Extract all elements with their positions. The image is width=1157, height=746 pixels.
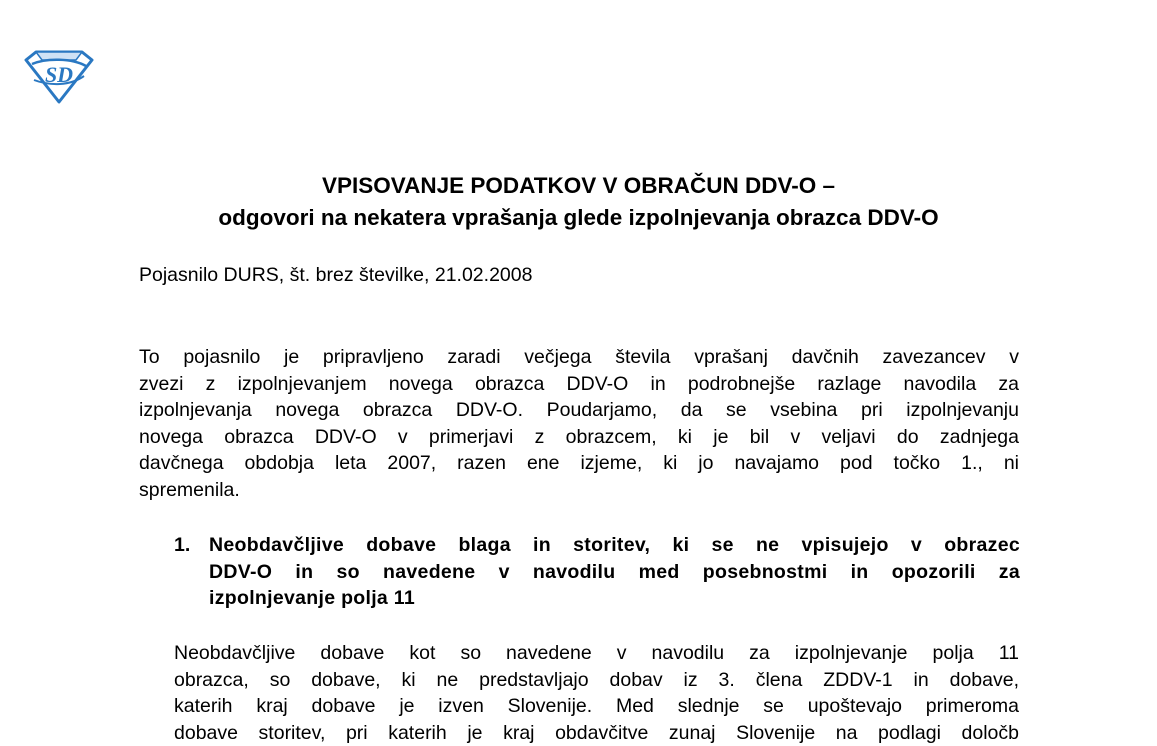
- paragraph-line: zvezi z izpolnjevanjem novega obrazca DDV-O in podrobnejše razlage navodila za: [139, 372, 1019, 395]
- paragraph-line: obrazca, so dobave, ki ne predstavljajo dobav iz 3. člena ZDDV-1 in dobave,: [174, 668, 1019, 691]
- paragraph-line: dobave storitev, pri katerih je kraj obdavčitve zunaj Slovenije na podlagi določb: [174, 721, 1019, 744]
- section-heading: [209, 532, 1020, 612]
- document-title: VPISOVANJE PODATKOV V OBRAČUN DDV-O –: [322, 173, 835, 198]
- heading-line: Neobdavčljive dobave blaga in storitev, ki se ne vpisujejo v obrazec: [209, 534, 1020, 556]
- source-line: Pojasnilo DURS, št. brez številke, 21.02.2008: [139, 264, 533, 286]
- paragraph-line: spremenila.: [139, 478, 240, 501]
- paragraph-line: novega obrazca DDV-O v primerjavi z obrazcem, ki je bil v veljavi do zadnjega: [139, 425, 1019, 448]
- section-number: 1.: [174, 534, 191, 556]
- document-subtitle: odgovori na nekatera vprašanja glede izpolnjevanja obrazca DDV-O: [218, 205, 939, 230]
- paragraph-line: Neobdavčljive dobave kot so navedene v navodilu za izpolnjevanje polja 11: [174, 642, 1019, 664]
- intro-paragraph: [139, 344, 1019, 504]
- heading-line: DDV-O in so navedene v navodilu med posebnostmi in opozorili za: [209, 560, 1020, 583]
- logo-lettering: SD: [44, 62, 74, 87]
- section-body-paragraph: [174, 640, 1019, 746]
- heading-line: izpolnjevanje polja 11: [209, 587, 415, 610]
- paragraph-line: davčnega obdobja leta 2007, razen ene izjeme, ki jo navajamo pod točko 1., ni: [139, 452, 1019, 475]
- paragraph-line: izpolnjevanja novega obrazca DDV-O. Poudarjamo, da se vsebina pri izpolnjevanju: [139, 399, 1019, 422]
- paragraph-line: katerih kraj dobave je izven Slovenije. Med slednje se upoštevajo primeroma: [174, 695, 1019, 718]
- sd-logo-icon: [22, 50, 96, 104]
- paragraph-line: To pojasnilo je pripravljeno zaradi večjega števila vprašanj davčnih zavezancev v: [139, 346, 1019, 368]
